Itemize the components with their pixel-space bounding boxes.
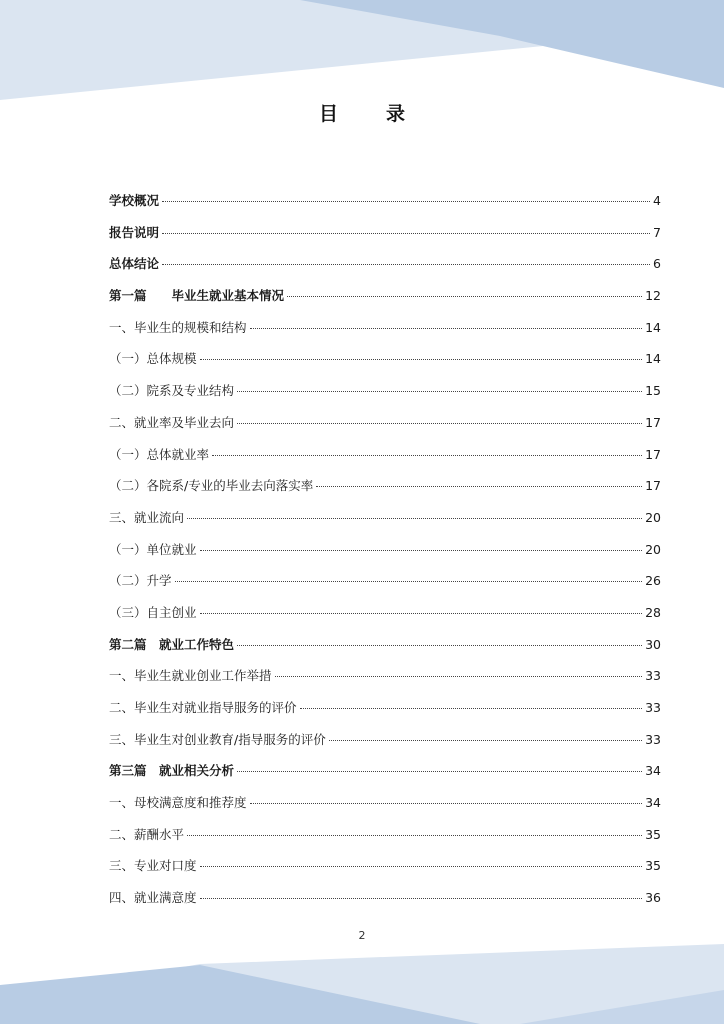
- toc-entry-label: 第二篇 就业工作特色: [109, 636, 235, 652]
- toc-entry-label: 三、就业流向: [109, 509, 185, 525]
- table-of-contents: [109, 185, 661, 914]
- toc-entry-label: （一）单位就业: [109, 541, 197, 557]
- toc-entry[interactable]: [109, 660, 661, 692]
- toc-entry-page: 36: [645, 890, 661, 906]
- top-band-light: [0, 0, 724, 100]
- toc-entry[interactable]: [109, 692, 661, 724]
- toc-entry[interactable]: [109, 470, 661, 502]
- toc-entry[interactable]: [109, 819, 661, 851]
- toc-dot-leader: [316, 486, 642, 487]
- toc-dot-leader: [200, 898, 643, 899]
- toc-entry[interactable]: [109, 850, 661, 882]
- toc-entry-label: 第一篇 毕业生就业基本情况: [109, 288, 285, 304]
- toc-entry-page: 26: [645, 573, 661, 589]
- toc-entry-label: 三、专业对口度: [109, 858, 197, 874]
- toc-entry-page: 14: [645, 319, 661, 335]
- toc-dot-leader: [237, 391, 642, 392]
- toc-entry-label: （一）总体就业率: [109, 446, 210, 462]
- toc-dot-leader: [329, 740, 642, 741]
- toc-entry-page: 35: [645, 826, 661, 842]
- toc-entry[interactable]: [109, 629, 661, 661]
- toc-entry-page: 17: [645, 478, 661, 494]
- toc-dot-leader: [162, 201, 650, 202]
- toc-entry-page: 12: [645, 288, 661, 304]
- toc-entry-label: （二）升学: [109, 573, 172, 589]
- toc-dot-leader: [275, 676, 643, 677]
- toc-entry-page: 35: [645, 858, 661, 874]
- toc-dot-leader: [287, 296, 642, 297]
- toc-entry[interactable]: [109, 724, 661, 756]
- bottom-band-mid: [0, 965, 480, 1024]
- toc-dot-leader: [237, 771, 642, 772]
- toc-entry[interactable]: [109, 565, 661, 597]
- toc-entry[interactable]: [109, 787, 661, 819]
- top-band-mid: [300, 0, 724, 88]
- toc-dot-leader: [200, 359, 643, 360]
- toc-entry[interactable]: [109, 343, 661, 375]
- toc-entry[interactable]: [109, 755, 661, 787]
- toc-dot-leader: [162, 233, 650, 234]
- toc-entry[interactable]: [109, 312, 661, 344]
- toc-entry[interactable]: [109, 534, 661, 566]
- toc-entry[interactable]: [109, 407, 661, 439]
- toc-entry-page: 14: [645, 351, 661, 367]
- toc-entry-page: 15: [645, 383, 661, 399]
- toc-entry-label: 一、毕业生的规模和结构: [109, 319, 247, 335]
- toc-entry-label: （二）各院系/专业的毕业去向落实率: [109, 478, 314, 494]
- toc-dot-leader: [237, 423, 642, 424]
- toc-entry-page: 30: [645, 636, 661, 652]
- toc-entry-label: 总体结论: [109, 256, 160, 272]
- toc-entry[interactable]: [109, 280, 661, 312]
- toc-entry-label: 报告说明: [109, 224, 160, 240]
- toc-dot-leader: [212, 455, 642, 456]
- toc-entry-label: （一）总体规模: [109, 351, 197, 367]
- toc-entry-label: 一、毕业生就业创业工作举措: [109, 668, 272, 684]
- toc-entry-label: （三）自主创业: [109, 604, 197, 620]
- toc-entry-page: 17: [645, 446, 661, 462]
- toc-entry-page: 17: [645, 414, 661, 430]
- toc-entry[interactable]: [109, 217, 661, 249]
- title-char-2: 录: [386, 103, 406, 125]
- toc-entry-label: 二、薪酬水平: [109, 826, 185, 842]
- toc-entry-label: 学校概况: [109, 193, 160, 208]
- toc-entry-page: 34: [645, 763, 661, 779]
- toc-entry[interactable]: [109, 439, 661, 471]
- toc-entry-page: 33: [645, 700, 661, 715]
- toc-dot-leader: [200, 866, 643, 867]
- toc-entry-page: 20: [645, 541, 661, 557]
- bottom-band-right: [520, 990, 724, 1024]
- toc-entry-page: 4: [653, 193, 661, 208]
- toc-entry[interactable]: [109, 597, 661, 629]
- toc-entry-page: 34: [645, 795, 661, 811]
- toc-entry-label: 三、毕业生对创业教育/指导服务的评价: [109, 731, 326, 747]
- toc-entry-page: 20: [645, 509, 661, 525]
- bottom-band-light: [0, 944, 724, 1024]
- title-char-1: 目: [318, 103, 338, 125]
- toc-entry-page: 28: [645, 604, 661, 620]
- toc-entry-label: 第三篇 就业相关分析: [109, 763, 235, 779]
- page-title: [0, 99, 724, 126]
- toc-dot-leader: [162, 264, 650, 265]
- toc-entry-label: 一、母校满意度和推荐度: [109, 795, 247, 811]
- toc-entry-page: 7: [653, 224, 661, 240]
- page-number: 2: [358, 929, 366, 942]
- toc-dot-leader: [187, 835, 642, 836]
- toc-entry[interactable]: [109, 185, 661, 217]
- toc-dot-leader: [250, 328, 643, 329]
- toc-entry-page: 6: [653, 256, 661, 272]
- toc-entry[interactable]: [109, 375, 661, 407]
- toc-entry[interactable]: [109, 502, 661, 534]
- toc-dot-leader: [300, 708, 643, 709]
- toc-dot-leader: [200, 613, 643, 614]
- toc-entry[interactable]: [109, 882, 661, 914]
- toc-entry[interactable]: [109, 248, 661, 280]
- toc-entry-page: 33: [645, 731, 661, 747]
- toc-dot-leader: [237, 645, 642, 646]
- toc-dot-leader: [200, 550, 643, 551]
- toc-dot-leader: [250, 803, 643, 804]
- toc-entry-page: 33: [645, 668, 661, 684]
- toc-entry-label: 二、毕业生对就业指导服务的评价: [109, 700, 297, 715]
- toc-entry-label: 二、就业率及毕业去向: [109, 414, 235, 430]
- toc-entry-label: 四、就业满意度: [109, 890, 197, 906]
- toc-dot-leader: [187, 518, 642, 519]
- toc-dot-leader: [175, 581, 643, 582]
- toc-entry-label: （二）院系及专业结构: [109, 383, 235, 399]
